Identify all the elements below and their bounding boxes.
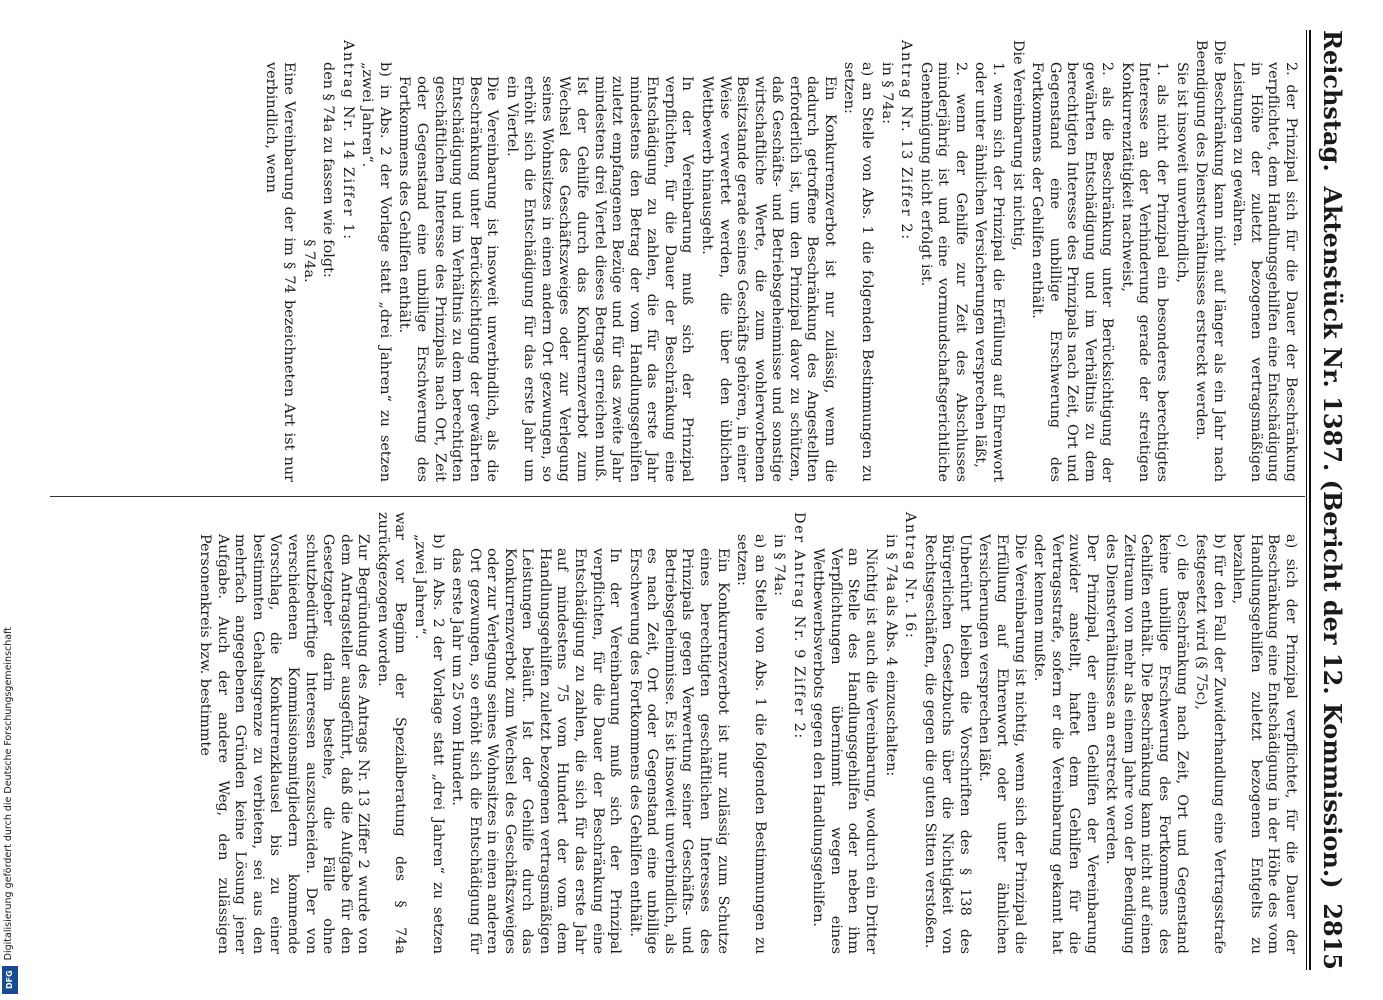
left-col-paragraph: den § 74a zu fassen wie folgt: <box>320 62 337 278</box>
left-col-paragraph: Antrag Nr. 14 Ziffer 1: <box>339 40 356 241</box>
page-number: 2815 <box>1318 903 1348 970</box>
left-col-paragraph: Ein Konkurrenzverbot ist nur zulässig, wenn die dadurch getroffene Beschränkung des Angestellten erforderlich ist, um den Prinzipal davor zu schützen, daß Geschäfts- und Betriebsgeheimnisse und sonstige wirtschaftliche Werte, die zum wohlerworbenen Besitzstande gerade seines Geschäfts gehören, in einer Weise verwertet werden, die über den üblichen Wettbewerb hinausgeht. <box>699 76 838 482</box>
left-col-paragraph: 1. als nicht der Prinzipal ein besonderes berechtigtes Interesse an der Verhinderung gerade der streitigen Konkurrenztätigkeit nachweist, <box>1118 62 1171 482</box>
dfg-logo: DFG <box>2 966 18 994</box>
left-col-paragraph: Die Vereinbarung ist insoweit unverbindlich, als die Beschränkung unter Berücksichtigung der gewährten Entschädigung und im Verhältnis zu dem berechtigten geschäftlichen Interesse des Prinzipals nach Ort, Zeit oder Gegenstand eine unbillige Erschwerung des Fortkommens des Gehilfen enthält. <box>396 76 501 482</box>
right-col-paragraph: Die Vereinbarung ist nichtig, wenn sich der Prinzipal die Erfüllung auf Ehrenwort oder unter ähnlichen Versicherungen versprechen läßt. <box>976 534 1028 954</box>
right-col-paragraph: Nichtig ist auch die Vereinbarung, wodurch ein Dritter an Stelle des Handlungsgehilfen oder neben ihm Verpflichtungen übernimmt wegen eines Wettbewerbsverbots gegen den Handlungsgehilfen. <box>810 548 880 954</box>
right-column <box>194 512 1299 954</box>
right-col-paragraph: Unberührt bleiben die Vorschriften des § 138 des Bürgerlichen Gesetzbuchs über die Nichtigkeit von Rechtsgeschäften, die gegen die guten Sitten verstoßen. <box>921 534 973 954</box>
left-col-paragraph: 2. der Prinzipal sich für die Dauer der Beschränkung verpflichtet, dem Handlungsgehilfen eine Entschädigung in Höhe der zuletzt bezogenen vertragsmäßigen Leistungen zu gewähren. <box>1230 62 1299 482</box>
right-col-paragraph: war vor Beginn der Spezialberatung des § 74a zurückgezogen worden. <box>374 512 409 954</box>
header-left: Reichstag. <box>1318 30 1348 172</box>
right-col-paragraph: a) sich der Prinzipal verpflichtet, für die Dauer der Beschränkung eine Entschädigung in der Höhe des vom Handlungsgehilfen zuletzt bezogenen Entgelts zu bezahlen, <box>1230 534 1299 954</box>
left-col-paragraph: Antrag Nr. 13 Ziffer 2: <box>898 40 915 241</box>
right-col-paragraph: Antrag Nr. 16: <box>902 512 919 640</box>
header-rule <box>1309 30 1311 970</box>
left-col-paragraph: 1. wenn sich der Prinzipal die Erfüllung auf Ehrenwort oder unter ähnlichen Versicherungen versprechen läßt, <box>972 62 1006 482</box>
left-col-paragraph: Die Vereinbarung ist nichtig, <box>1009 40 1026 251</box>
left-col-paragraph: In der Vereinbarung muß sich der Prinzipal verpflichten, für die Dauer der Beschränkung eine Entschädigung zu zahlen, die für das erste Jahr mindestens den Betrag der vom Handlungsgehilfen zuletzt empfangenen Bezüge und für das zweite Jahr mindestens drei Viertel dieses Betrags erreichen muß. Ist der Gehilfe durch das Konkurrenzverbot zum Wechsel des Geschäftszweiges oder zur Verlegung seines Wohnsitzes in einen andern Ort gezwungen, so erhöht sich die Entschädigung für das erste Jahr um ein Viertel. <box>503 76 696 482</box>
left-column <box>260 40 1299 482</box>
right-col-paragraph: c) die Beschränkung nach Zeit, Ort und Gegenstand keine unbillige Erschwerung des Fortkommens des Gehilfen enthält. Die Beschränkung kann nicht auf einen Zeitraum von mehr als einem Jahre von der Beendigung des Dienstverhältnisses an erstreckt werden. <box>1103 534 1190 954</box>
left-col-paragraph: in § 74a: <box>878 62 895 124</box>
left-col-paragraph: 2. als die Beschränkung unter Berücksichtigung der gewährten Entschädigung und im Verhältnis zu dem berechtigten Interesse des Prinzipals nach Zeit, Ort und Gegenstand eine unbillige Erschwerung des Fortkommens der Gehilfen enthält. <box>1029 62 1116 482</box>
left-col-paragraph: Sie ist insoweit unverbindlich, <box>1173 62 1190 284</box>
right-col-paragraph: a) an Stelle von Abs. 1 die folgenden Bestimmungen zu setzen: <box>734 534 768 954</box>
right-col-paragraph: b) für den Fall der Zuwiderhandlung eine Vertragsstrafe festgesetzt wird (§ 75c), <box>1193 534 1227 954</box>
column-separator <box>50 496 1305 497</box>
footer <box>0 0 22 1000</box>
left-col-paragraph: Die Beschränkung kann nicht auf länger als ein Jahr nach Beendigung des Dienstverhältnisses erstreckt werden. <box>1193 40 1227 482</box>
right-col-paragraph: Der Antrag Nr. 9 Ziffer 2: <box>790 512 807 740</box>
footer-text: Digitalisierung gefördert durch die Deutsche Forschungsgemeinschaft <box>3 626 14 960</box>
right-col-paragraph: in § 74a: <box>771 534 788 596</box>
left-col-paragraph: 2. wenn der Gehilfe zur Zeit des Abschlusses minderjährig ist und eine vormundschaftsgerichtliche Genehmigung nicht erfolgt ist. <box>917 62 969 482</box>
right-col-paragraph: Ein Konkurrenzverbot ist nur zulässig zum Schutze eines berechtigten geschäftlichen Interesses des Prinzipals gegen Verwertung seiner Geschäfts- und Betriebsgeheimnisse. Es ist insoweit unverbindlich, als es nach Zeit, Ort oder Gegenstand eine unbillige Erschwerung des Fortkommens des Gehilfen enthält. <box>626 548 731 954</box>
right-col-paragraph: Zur Begründung des Antrags Nr. 13 Ziffer 2 wurde von dem Antragsteller ausgeführt, daß die Aufgabe für den Gesetzgeber darin bestehe, die Fälle ohne schutzbedürftige Interessen auszuscheiden. Der von verschiedenen Kommissionsmitgliedern kommende Vorschlag, die Konkurrenzklausel bis zu einer bestimmten Gehaltsgrenze zu verbieten, sei aus den mehrfach angegebenen Gründen keine Lösung jener Aufgabe. Auch der andere Weg, den zulässigen Personenkreis bzw. bestimmte <box>197 534 372 954</box>
right-col-paragraph: Der Prinzipal, der einen Gehilfen der Vereinbarung zuwider anstellt, haftet dem Gehilfen für die Vertragsstrafe, sofern er die Vereinbarung gekannt hat oder kennen mußte. <box>1031 534 1100 954</box>
left-col-paragraph: § 74a. <box>300 239 317 283</box>
left-col-paragraph: Eine Vereinbarung der im § 74 bezeichneten Art ist nur verbindlich, wenn <box>263 62 298 482</box>
right-col-paragraph: in § 74a als Abs. 4 einzuschalten: <box>882 534 899 777</box>
page-header <box>1313 30 1353 970</box>
right-col-paragraph: b) in Abs. 2 der Vorlage statt „drei Jahren“ zu setzen „zwei Jahren“. <box>412 534 446 954</box>
header-center: Aktenstück Nr. 1387. (Bericht der 12. Kommission.) <box>1318 186 1348 889</box>
left-col-paragraph: b) in Abs. 2 der Vorlage statt „drei Jahren“ zu setzen „zwei Jahren“. <box>359 62 393 482</box>
left-col-paragraph: a) an Stelle von Abs. 1 die folgenden Bestimmungen zu setzen: <box>841 62 876 482</box>
right-col-paragraph: In der Vereinbarung muß sich der Prinzipal verpflichten, für die Dauer der Beschränkung eine Entschädigung zu zahlen, die sich für das erste Jahr auf mindestens 75 vom Hundert der vom dem Handlungsgehilfen zuletzt bezogenen vertragsmäßigen Leistungen beläuft. Ist der Gehilfe durch das Konkurrenzverbot zum Wechsel des Geschäftszweiges oder zur Verlegung seines Wohnsitzes in einen anderen Ort gezwungen, so erhöht sich die Entschädigung für das erste Jahr um 25 vom Hundert. <box>449 548 624 954</box>
header-rule-thin <box>1306 30 1307 970</box>
